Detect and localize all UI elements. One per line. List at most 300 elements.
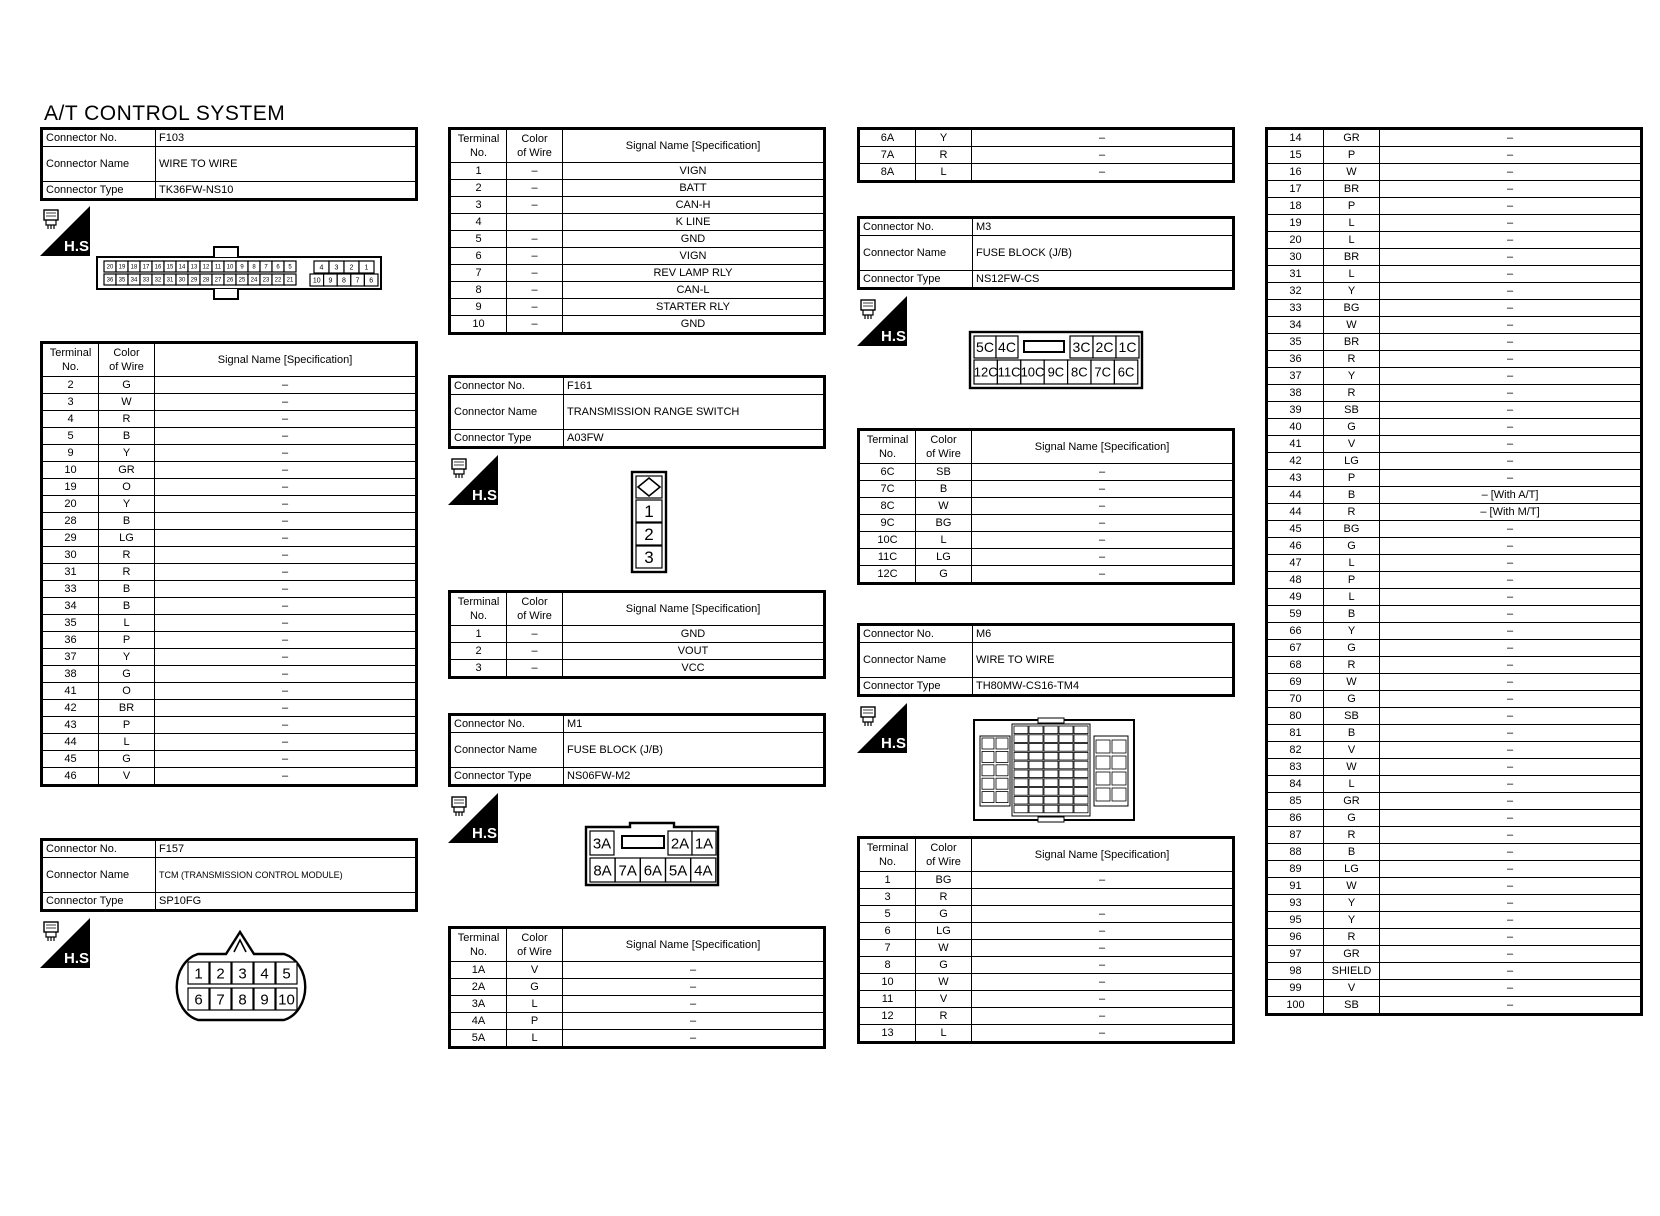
signal-name-cell: – xyxy=(972,906,1233,923)
table-row xyxy=(1268,623,1641,640)
terminal-table-f157 xyxy=(448,127,826,335)
wire-color-cell: G xyxy=(1324,810,1380,827)
table-row xyxy=(1268,980,1641,997)
hs-badge-m1 xyxy=(448,793,502,843)
wire-color-header xyxy=(507,593,563,626)
wire-color-cell: V xyxy=(1324,742,1380,759)
table-row xyxy=(43,717,416,734)
signal-name-cell: – xyxy=(972,464,1233,481)
wire-color-cell: L xyxy=(99,615,155,632)
terminal-no-cell: 7A xyxy=(860,147,916,164)
pin-number: 11C xyxy=(997,364,1021,380)
signal-name-cell: VOUT xyxy=(563,643,824,660)
terminal-no-cell: 67 xyxy=(1268,640,1324,657)
pin-cavity xyxy=(982,751,994,762)
signal-name-header: Signal Name [Specification] xyxy=(563,929,824,962)
signal-name-cell: – xyxy=(1380,164,1641,181)
table-row xyxy=(43,564,416,581)
pin-number: 2A xyxy=(670,835,690,853)
wire-color-cell: P xyxy=(99,632,155,649)
wire-color-cell: GR xyxy=(99,462,155,479)
hs-badge-f161 xyxy=(448,455,502,505)
table-row xyxy=(860,1008,1233,1025)
terminal-header-line2: No. xyxy=(469,147,488,159)
signal-name-cell: – xyxy=(563,1013,824,1030)
terminal-no-cell: 2 xyxy=(451,643,507,660)
table-row xyxy=(1268,283,1641,300)
wire-color-cell: R xyxy=(99,564,155,581)
terminal-no-cell: 44 xyxy=(43,734,99,751)
terminal-no-cell: 59 xyxy=(1268,606,1324,623)
wire-color-cell: – xyxy=(507,643,563,660)
wire-color-cell: G xyxy=(99,751,155,768)
connector-type-label: Connector Type xyxy=(43,893,156,910)
pin-number: 6C xyxy=(1117,364,1135,380)
pin-cavity xyxy=(1059,744,1073,752)
signal-name-cell: – xyxy=(972,532,1233,549)
terminal-no-cell: 2 xyxy=(451,180,507,197)
table-row xyxy=(43,479,416,496)
terminal-no-cell: 36 xyxy=(1268,351,1324,368)
hs-label: H.S. xyxy=(64,950,94,967)
wire-color-cell: L xyxy=(1324,776,1380,793)
wire-color-cell: – xyxy=(507,282,563,299)
table-row xyxy=(1268,334,1641,351)
wire-color-cell: R xyxy=(1324,827,1380,844)
wire-color-cell: L xyxy=(1324,555,1380,572)
terminal-header-line1: Terminal xyxy=(49,347,92,359)
color-header-line2: of Wire xyxy=(109,361,144,373)
wire-color-cell: BR xyxy=(1324,249,1380,266)
pin-cavity xyxy=(1074,788,1088,796)
terminal-table-m1-continued xyxy=(857,127,1235,183)
signal-name-cell: – xyxy=(1380,878,1641,895)
connector-name-label: Connector Name xyxy=(43,147,156,182)
wire-color-cell: L xyxy=(1324,215,1380,232)
pin-number: 36 xyxy=(106,277,114,284)
wire-color-cell: Y xyxy=(916,130,972,147)
terminal-no-cell: 80 xyxy=(1268,708,1324,725)
pin-cavity xyxy=(1029,726,1043,734)
connector-type-label: Connector Type xyxy=(451,768,564,785)
signal-name-cell: – xyxy=(1380,232,1641,249)
pin-cavity xyxy=(996,751,1008,762)
pin-cavity xyxy=(1112,740,1126,753)
wire-color-cell: BG xyxy=(916,515,972,532)
terminal-no-cell: 18 xyxy=(1268,198,1324,215)
wire-color-cell: BR xyxy=(1324,334,1380,351)
signal-name-cell: – xyxy=(155,462,416,479)
pin-cavity xyxy=(1029,744,1043,752)
pin-cavity xyxy=(1059,788,1073,796)
pin-number: 8 xyxy=(252,264,256,271)
signal-name-cell: VIGN xyxy=(563,248,824,265)
terminal-no-cell: 2 xyxy=(43,377,99,394)
pin-number: 2 xyxy=(216,965,225,983)
wire-color-cell: – xyxy=(507,248,563,265)
pin-cavity xyxy=(1029,752,1043,760)
wire-color-cell: W xyxy=(916,498,972,515)
terminal-no-cell: 30 xyxy=(43,547,99,564)
color-header-line1: Color xyxy=(521,596,548,608)
signal-name-cell: GND xyxy=(563,316,824,333)
signal-name-cell: – xyxy=(155,598,416,615)
terminal-no-cell: 38 xyxy=(43,666,99,683)
connector-type-label: Connector Type xyxy=(860,678,973,695)
pin-cavity xyxy=(1014,770,1028,778)
table-row xyxy=(451,316,824,333)
signal-name-cell: – xyxy=(155,615,416,632)
table-row xyxy=(1268,640,1641,657)
wire-color-cell: G xyxy=(99,666,155,683)
terminal-no-cell: 85 xyxy=(1268,793,1324,810)
terminal-no-cell: 69 xyxy=(1268,674,1324,691)
connector-name-value: WIRE TO WIRE xyxy=(973,643,1233,678)
terminal-no-cell: 6 xyxy=(451,248,507,265)
pin-number: 3A xyxy=(592,835,612,853)
terminal-no-cell: 40 xyxy=(1268,419,1324,436)
table-header-row xyxy=(860,431,1233,464)
pin-cavity xyxy=(1112,788,1126,801)
pin-number: 15 xyxy=(166,264,174,271)
terminal-no-cell: 8 xyxy=(860,957,916,974)
signal-name-cell: – xyxy=(972,940,1233,957)
connector-f103 xyxy=(40,127,418,201)
connector-type-value: TK36FW-NS10 xyxy=(156,182,416,199)
signal-name-cell: – xyxy=(1380,691,1641,708)
pin-number: 3C xyxy=(1072,339,1091,356)
connector-no-label: Connector No. xyxy=(860,626,973,643)
pin-number: 8 xyxy=(342,277,346,285)
connector-diagram-m3 xyxy=(968,330,1144,390)
terminal-no-cell: 9 xyxy=(451,299,507,316)
pin-number: 6 xyxy=(194,991,203,1009)
pin-number: 7A xyxy=(618,862,637,880)
terminal-no-header xyxy=(451,593,507,626)
table-row xyxy=(1268,436,1641,453)
table-row xyxy=(1268,181,1641,198)
table-row xyxy=(451,282,824,299)
terminal-no-cell: 31 xyxy=(43,564,99,581)
terminal-no-header xyxy=(451,130,507,163)
signal-name-cell: – xyxy=(155,581,416,598)
signal-name-cell: – xyxy=(972,923,1233,940)
terminal-no-cell: 41 xyxy=(1268,436,1324,453)
table-row xyxy=(451,1013,824,1030)
pin-number: 9 xyxy=(260,991,269,1009)
wire-color-cell: LG xyxy=(1324,453,1380,470)
wire-color-cell: P xyxy=(1324,198,1380,215)
pin-number: 33 xyxy=(142,277,150,284)
signal-name-cell: – xyxy=(1380,147,1641,164)
pin-cavity xyxy=(1059,770,1073,778)
pin-number: 1 xyxy=(644,502,654,522)
table-row xyxy=(1268,963,1641,980)
signal-name-cell: – xyxy=(155,394,416,411)
table-row xyxy=(1268,453,1641,470)
pin-cavity xyxy=(1112,756,1126,769)
wire-color-header xyxy=(507,130,563,163)
table-row xyxy=(1268,912,1641,929)
pin-number: 9C xyxy=(1047,364,1065,380)
wire-color-cell: W xyxy=(1324,878,1380,895)
terminal-no-cell: 8C xyxy=(860,498,916,515)
signal-name-header: Signal Name [Specification] xyxy=(972,431,1233,464)
pin-number: 5A xyxy=(668,862,688,880)
terminal-no-cell: 12 xyxy=(860,1008,916,1025)
pin-number: 7C xyxy=(1094,364,1112,380)
wire-color-cell: G xyxy=(916,566,972,583)
signal-name-cell xyxy=(972,889,1233,906)
table-row xyxy=(860,130,1233,147)
terminal-no-cell: 39 xyxy=(1268,402,1324,419)
wire-color-cell: R xyxy=(1324,929,1380,946)
terminal-no-cell: 43 xyxy=(43,717,99,734)
wire-color-cell: V xyxy=(99,768,155,785)
pin-cavity xyxy=(1059,752,1073,760)
signal-name-cell: – xyxy=(972,1008,1233,1025)
table-row xyxy=(43,751,416,768)
signal-name-cell: – xyxy=(1380,572,1641,589)
terminal-no-cell: 8A xyxy=(860,164,916,181)
connector-info-f161 xyxy=(448,375,826,449)
pin-cavity xyxy=(1074,726,1088,734)
wire-color-cell: GR xyxy=(1324,946,1380,963)
signal-name-cell: – xyxy=(1380,317,1641,334)
color-header-line1: Color xyxy=(930,434,957,446)
signal-name-cell: – xyxy=(1380,402,1641,419)
terminal-no-cell: 83 xyxy=(1268,759,1324,776)
wire-color-cell: W xyxy=(1324,317,1380,334)
table-row xyxy=(43,547,416,564)
wire-color-cell: B xyxy=(1324,844,1380,861)
connector-type-value: NS12FW-CS xyxy=(973,271,1233,288)
table-row xyxy=(43,496,416,513)
pin-number: 18 xyxy=(130,264,138,271)
pin-number: 22 xyxy=(274,277,282,284)
table-row xyxy=(451,996,824,1013)
hs-label: H.S. xyxy=(472,487,502,504)
pin-cavity xyxy=(1014,779,1028,787)
wire-color-header xyxy=(99,344,155,377)
pin-cavity xyxy=(1074,805,1088,813)
connector-lock-slot xyxy=(1024,341,1064,352)
table-row xyxy=(1268,198,1641,215)
connector-diagram-m1 xyxy=(584,823,720,889)
table-row xyxy=(1268,776,1641,793)
terminal-no-cell: 10 xyxy=(451,316,507,333)
color-header-line1: Color xyxy=(113,347,140,359)
terminal-no-cell: 1 xyxy=(451,626,507,643)
signal-name-cell: – xyxy=(155,428,416,445)
terminal-no-cell: 82 xyxy=(1268,742,1324,759)
pin-cavity xyxy=(1074,796,1088,804)
pin-number: 10 xyxy=(278,991,295,1009)
terminal-no-cell: 43 xyxy=(1268,470,1324,487)
signal-name-cell: – xyxy=(155,751,416,768)
wire-color-cell: P xyxy=(99,717,155,734)
wire-color-cell: Y xyxy=(1324,895,1380,912)
wire-color-cell: – xyxy=(507,316,563,333)
wire-color-cell: W xyxy=(1324,164,1380,181)
table-row xyxy=(1268,130,1641,147)
pin-cavity xyxy=(1044,726,1058,734)
terminal-no-cell: 20 xyxy=(1268,232,1324,249)
connector-latch xyxy=(1038,817,1064,822)
wire-color-header xyxy=(507,929,563,962)
signal-name-cell: STARTER RLY xyxy=(563,299,824,316)
wire-color-cell: V xyxy=(507,962,563,979)
pin-cavity xyxy=(982,778,994,789)
pin-number: 1C xyxy=(1118,339,1137,356)
terminal-no-cell: 20 xyxy=(43,496,99,513)
terminal-header-line2: No. xyxy=(878,856,897,868)
table-row xyxy=(451,979,824,996)
connector-no-label: Connector No. xyxy=(43,130,156,147)
terminal-header-line1: Terminal xyxy=(457,133,500,145)
signal-name-cell: – xyxy=(1380,742,1641,759)
hs-label: H.S. xyxy=(881,328,911,345)
signal-name-cell: – xyxy=(155,445,416,462)
harness-side-icon xyxy=(448,793,502,843)
signal-name-cell: – xyxy=(1380,946,1641,963)
pin-number: 16 xyxy=(154,264,162,271)
hs-badge-m6 xyxy=(857,703,911,753)
signal-name-cell: CAN-H xyxy=(563,197,824,214)
wire-color-cell: L xyxy=(916,164,972,181)
terminal-header-line2: No. xyxy=(469,610,488,622)
signal-name-cell: – xyxy=(1380,827,1641,844)
pin-cavity xyxy=(1029,770,1043,778)
connector-no-value: M6 xyxy=(973,626,1233,643)
pin-cavity xyxy=(1096,756,1110,769)
signal-name-cell: – xyxy=(1380,419,1641,436)
table-row xyxy=(860,974,1233,991)
terminal-no-cell: 89 xyxy=(1268,861,1324,878)
terminal-no-cell: 3 xyxy=(451,197,507,214)
wire-color-cell: R xyxy=(1324,351,1380,368)
color-header-line2: of Wire xyxy=(926,448,961,460)
color-header-line1: Color xyxy=(521,133,548,145)
pin-number: 4A xyxy=(694,862,713,880)
color-header-line2: of Wire xyxy=(517,147,552,159)
terminal-no-cell: 44 xyxy=(1268,504,1324,521)
wire-color-cell: B xyxy=(1324,725,1380,742)
terminal-no-cell: 91 xyxy=(1268,878,1324,895)
table-row xyxy=(1268,487,1641,504)
signal-name-cell: – xyxy=(1380,249,1641,266)
connector-type-value: TH80MW-CS16-TM4 xyxy=(973,678,1233,695)
terminal-no-cell: 49 xyxy=(1268,589,1324,606)
table-row xyxy=(1268,878,1641,895)
table-row xyxy=(860,940,1233,957)
wire-color-cell: B xyxy=(99,598,155,615)
hs-badge-f103 xyxy=(40,206,94,256)
signal-name-cell: – xyxy=(972,164,1233,181)
signal-name-cell: – xyxy=(563,996,824,1013)
wire-color-cell: Y xyxy=(99,445,155,462)
wire-color-cell: B xyxy=(916,481,972,498)
pin-cavity xyxy=(996,738,1008,749)
signal-name-cell: – xyxy=(1380,759,1641,776)
table-row xyxy=(860,549,1233,566)
table-row xyxy=(43,734,416,751)
terminal-no-cell: 33 xyxy=(43,581,99,598)
terminal-no-cell: 4 xyxy=(43,411,99,428)
pin-number: 1A xyxy=(694,835,714,853)
pin-number: 30 xyxy=(178,277,186,284)
table-row xyxy=(860,481,1233,498)
signal-name-cell: – xyxy=(155,547,416,564)
terminal-no-cell: 32 xyxy=(1268,283,1324,300)
terminal-no-cell: 19 xyxy=(43,479,99,496)
wire-color-cell: W xyxy=(99,394,155,411)
terminal-header-line1: Terminal xyxy=(866,434,909,446)
terminal-table-f161 xyxy=(448,590,826,679)
table-row xyxy=(43,666,416,683)
wire-color-cell: P xyxy=(1324,147,1380,164)
harness-side-icon xyxy=(857,296,911,346)
pin-number: 5C xyxy=(976,339,994,356)
table-row xyxy=(43,598,416,615)
connector-name-label: Connector Name xyxy=(451,733,564,768)
pin-cavity xyxy=(1096,788,1110,801)
terminal-table-m6-continued xyxy=(1265,127,1643,1016)
pin-number: 6A xyxy=(643,862,663,880)
pin-number: 4 xyxy=(260,965,269,983)
pin-number: 1 xyxy=(194,965,203,983)
terminal-header-line1: Terminal xyxy=(866,842,909,854)
table-row xyxy=(1268,742,1641,759)
wire-color-cell: Y xyxy=(1324,912,1380,929)
signal-name-cell: – xyxy=(155,768,416,785)
pin-number: 24 xyxy=(250,277,258,284)
signal-name-cell: – xyxy=(155,717,416,734)
pin-cavity xyxy=(1029,788,1043,796)
pin-number: 7 xyxy=(264,264,268,271)
table-row xyxy=(1268,249,1641,266)
pin-number: 4C xyxy=(998,339,1016,356)
wire-color-cell: R xyxy=(916,889,972,906)
wire-color-cell: P xyxy=(1324,470,1380,487)
connector-m1 xyxy=(448,713,826,787)
signal-name-cell: – xyxy=(563,1030,824,1047)
table-row xyxy=(1268,997,1641,1014)
wire-color-cell: GR xyxy=(1324,130,1380,147)
pin-cavity xyxy=(1029,735,1043,743)
signal-name-header: Signal Name [Specification] xyxy=(563,130,824,163)
table-row xyxy=(1268,929,1641,946)
connector-m6 xyxy=(857,623,1235,697)
hs-label: H.S. xyxy=(881,735,911,752)
pin-number: 5 xyxy=(282,965,291,983)
table-row xyxy=(860,147,1233,164)
wire-color-cell: R xyxy=(916,1008,972,1025)
wire-color-cell: SB xyxy=(1324,708,1380,725)
terminal-no-cell: 14 xyxy=(1268,130,1324,147)
wire-color-cell: SHIELD xyxy=(1324,963,1380,980)
wire-color-cell: W xyxy=(1324,759,1380,776)
signal-name-cell: – xyxy=(1380,895,1641,912)
wire-color-cell: R xyxy=(1324,385,1380,402)
connector-no-value: M3 xyxy=(973,219,1233,236)
terminal-no-header xyxy=(451,929,507,962)
terminal-no-cell: 5 xyxy=(860,906,916,923)
signal-name-cell: – xyxy=(1380,776,1641,793)
pin-cavity xyxy=(1029,805,1043,813)
pin-cavity xyxy=(1044,788,1058,796)
wire-color-cell: B xyxy=(1324,606,1380,623)
